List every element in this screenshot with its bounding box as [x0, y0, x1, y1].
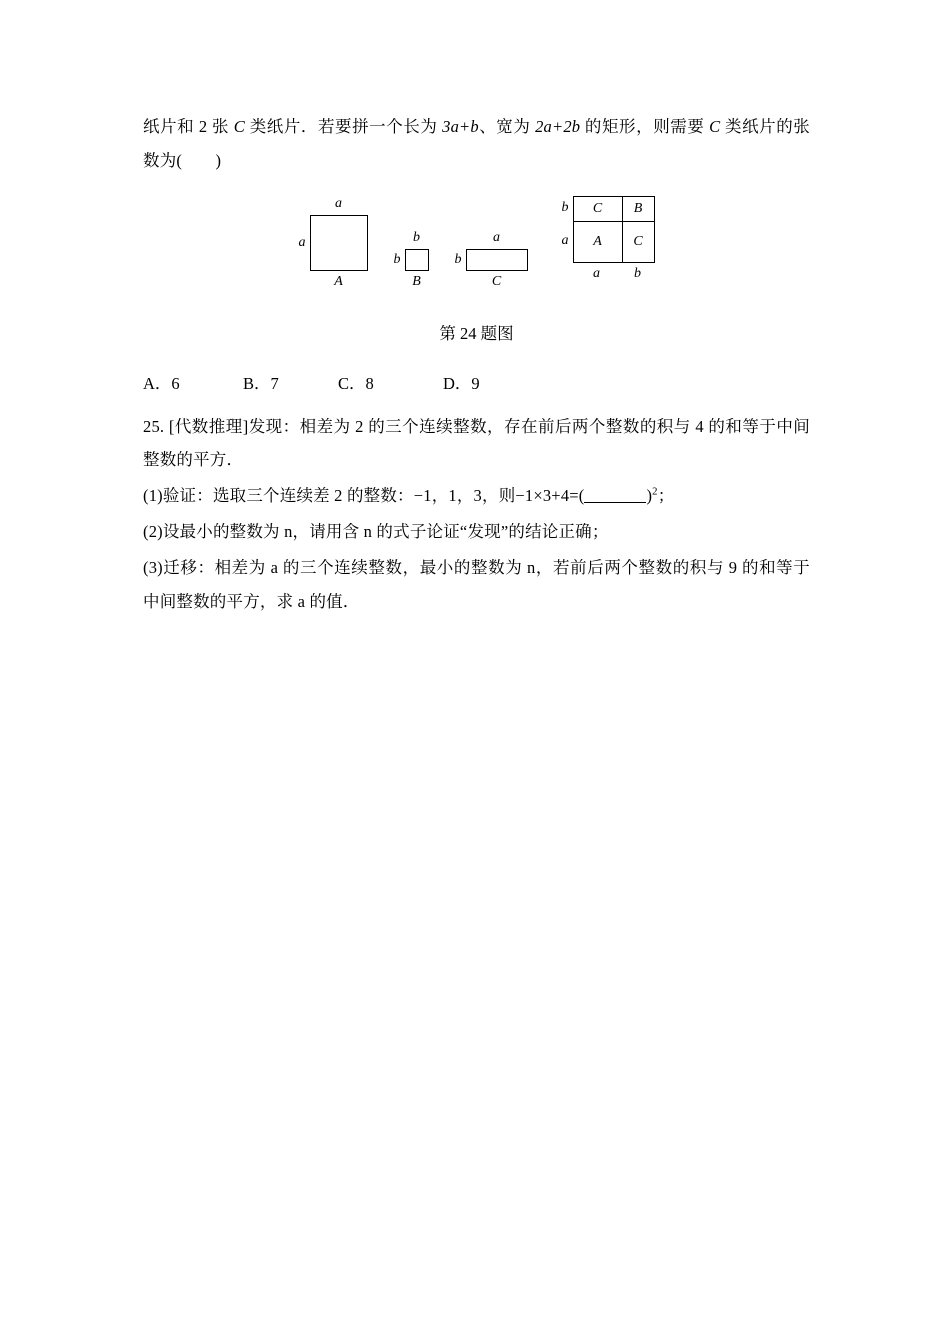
q25-tag: [代数推理] [168, 416, 249, 436]
piece-b-name: B [412, 273, 421, 289]
figure-piece-b [394, 196, 429, 290]
answer-blank[interactable] [584, 487, 646, 504]
choice-c[interactable]: C．8 [338, 373, 374, 393]
piece-b-square [405, 249, 429, 271]
q24-c-italic-2: C [709, 117, 721, 136]
q24-text-part2: 类纸片．若要拼一个长为 [245, 117, 443, 136]
q25-item1-label: (1) [143, 486, 163, 506]
piece-c-left-label: b [454, 251, 462, 267]
q24-expression-width: 2a+2b [535, 117, 581, 136]
choice-b[interactable]: B．7 [243, 373, 279, 393]
assembly-cell-top-right: B [633, 200, 643, 216]
assembly-bottom-right-label: b [634, 265, 641, 281]
q25-item3-text: 迁移：相差为 a 的三个连续整数，最小的整数为 n，若前后两个整数的积与 9 的和等于中间整数的平方，求 a 的值． [143, 557, 810, 611]
choice-d[interactable]: D．9 [443, 373, 480, 393]
q25-item2-text: 设最小的整数为 n，请用含 n 的式子论证“发现”的结论正确； [162, 522, 609, 542]
q25-stem-text: 发现：相差为 2 的三个连续整数，存在前后两个整数的积与 4 的和等于中间整数的平方． [143, 416, 810, 470]
figure-piece-a [299, 196, 368, 290]
q25-item1-tail: ； [657, 486, 675, 506]
choice-a[interactable]: A．6 [143, 373, 180, 393]
question-25-item-1 [143, 479, 810, 513]
question-25-item-2 [143, 515, 810, 549]
question-25-item-3 [143, 551, 810, 619]
q25-item2-label: (2) [143, 522, 163, 542]
figure-assembly [562, 196, 655, 282]
piece-c-name: C [491, 273, 502, 289]
assembly-left-top-label: b [561, 199, 569, 215]
piece-a-left-label: a [298, 234, 306, 250]
piece-b-left-label: b [393, 251, 401, 267]
piece-a-top-label: a [335, 195, 342, 211]
piece-a-square [310, 215, 368, 271]
figure-caption: 第 24 题图 [439, 323, 514, 343]
q25-item1-text-after: ) [646, 486, 653, 506]
figure-piece-c [455, 196, 528, 290]
question-24-choices [143, 370, 810, 394]
q25-item1-sup: 2 [652, 485, 658, 498]
piece-c-top-label: a [493, 229, 500, 245]
q24-text-part5: 类纸片的张数为( ) [143, 117, 810, 170]
q25-item1-text-before: 验证：选取三个连续差 2 的整数：−1，1，3，则−1×3+4=( [162, 486, 585, 506]
question-25-stem [143, 410, 810, 478]
q24-c-italic-1: C [233, 117, 246, 136]
q25-number: 25. [143, 416, 165, 436]
question-24-paragraph [143, 110, 810, 178]
assembly-bottom-left-label: a [593, 265, 600, 281]
assembly-left-bottom-label: a [561, 232, 569, 248]
q25-item3-label: (3) [143, 557, 163, 577]
q24-text-part3: 、宽为 [478, 117, 536, 136]
assembly-cell-bottom-right: C [633, 233, 643, 249]
q24-text-part4: 的矩形，则需要 [580, 117, 710, 136]
q24-expression-length: 3a+b [442, 117, 479, 136]
piece-a-name: A [334, 273, 343, 289]
piece-c-rect [466, 249, 528, 271]
question-24-figure [143, 196, 810, 290]
assembly-cell-bottom-left: A [574, 222, 623, 262]
assembly-cell-top-left: C [574, 197, 623, 221]
q24-text-part1: 纸片和 2 张 [143, 117, 234, 136]
piece-b-top-label: b [413, 229, 420, 245]
